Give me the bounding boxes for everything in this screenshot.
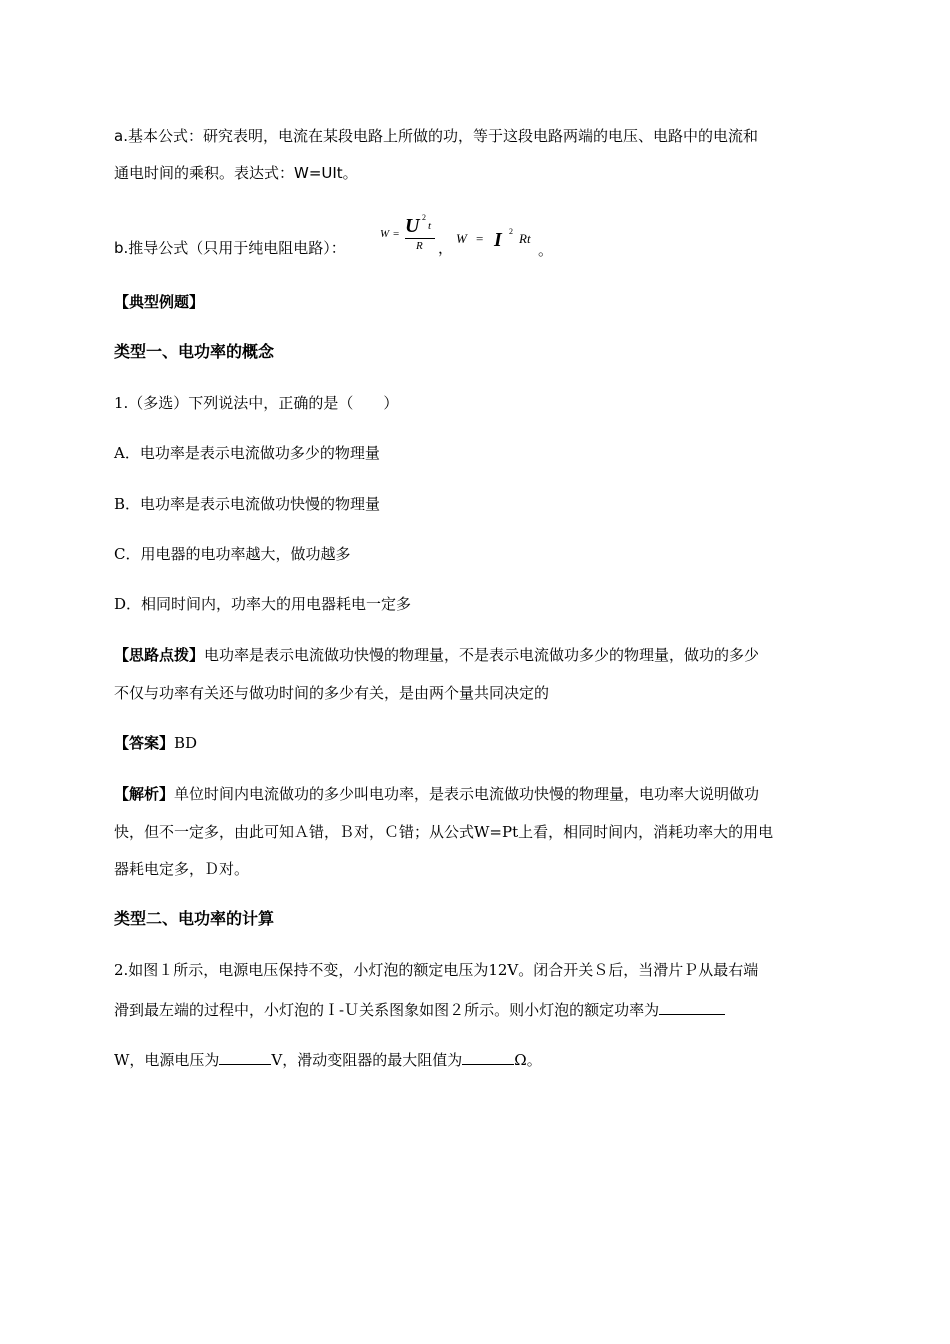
rated-power-blank[interactable] bbox=[659, 998, 725, 1015]
q2-line-1: 2.如图１所示，电源电压保持不变，小灯泡的额定电压为12V。闭合开关Ｓ后，当滑片Ｐ从最右端 bbox=[114, 961, 759, 979]
fraction-bar bbox=[405, 238, 435, 239]
formula1-sup: 2 bbox=[422, 213, 426, 222]
formula1-eq: = bbox=[393, 228, 400, 240]
analysis-text-1: 单位时间内电流做功的多少叫电功率，是表示电流做功快慢的物理量，电功率大说明做功 bbox=[174, 785, 760, 803]
formula-period: 。 bbox=[538, 241, 554, 259]
q1-hint-line-1 bbox=[114, 645, 759, 665]
q2-line-3 bbox=[114, 1048, 542, 1070]
hint-text-1: 电功率是表示电流做功快慢的物理量，不是表示电流做功多少的物理量，做功的多少 bbox=[204, 646, 760, 664]
q2-line-3-part-2: V，滑动变阻器的最大阻值为 bbox=[271, 1051, 463, 1069]
derived-formula-label: b.推导公式（只用于纯电阻电路）： bbox=[114, 239, 346, 257]
q1-hint-line-2: 不仅与功率有关还与做功时间的多少有关，是由两个量共同决定的 bbox=[114, 684, 550, 702]
formula2-w: W bbox=[456, 231, 467, 246]
q2-line-3-part-3: Ω。 bbox=[514, 1051, 542, 1069]
q1-answer bbox=[114, 733, 197, 753]
basic-formula-line-1: a.基本公式：研究表明，电流在某段电路上所做的功，等于这段电路两端的电压、电路中的电流和 bbox=[114, 127, 758, 145]
formula2-i: I bbox=[494, 229, 502, 251]
formula2-eq: = bbox=[476, 231, 484, 246]
hint-label: 【思路点拨】 bbox=[114, 646, 205, 664]
examples-heading: 【典型例题】 bbox=[114, 293, 205, 311]
basic-formula-line-2: 通电时间的乘积。表达式：W=UIt。 bbox=[114, 164, 358, 182]
formula1-r: R bbox=[416, 240, 423, 252]
q1-option-c: C．用电器的电功率越大，做功越多 bbox=[114, 545, 351, 563]
source-voltage-blank[interactable] bbox=[219, 1048, 271, 1065]
formula1-w: W bbox=[380, 228, 390, 240]
answer-value: BD bbox=[174, 734, 198, 752]
formula1-t: t bbox=[428, 220, 432, 232]
q2-line-2 bbox=[114, 998, 725, 1020]
q1-option-d: D．相同时间内，功率大的用电器耗电一定多 bbox=[114, 595, 412, 613]
q1-analysis-line-3: 器耗电定多，Ｄ对。 bbox=[114, 860, 250, 878]
q1-stem: 1.（多选）下列说法中，正确的是（ ） bbox=[114, 394, 399, 412]
q2-line-3-part-1: W，电源电压为 bbox=[114, 1051, 220, 1069]
type2-heading: 类型二、电功率的计算 bbox=[114, 909, 275, 928]
q1-analysis-line-2: 快，但不一定多，由此可知Ａ错，Ｂ对，Ｃ错；从公式W=Pt上看，相同时间内，消耗功率大的用电 bbox=[114, 823, 774, 841]
max-resistance-blank[interactable] bbox=[462, 1048, 514, 1065]
q1-option-a: A．电功率是表示电流做功多少的物理量 bbox=[114, 444, 380, 462]
q1-option-b: B．电功率是表示电流做功快慢的物理量 bbox=[114, 495, 381, 513]
formula-comma: ， bbox=[438, 239, 454, 257]
answer-label: 【答案】 bbox=[114, 734, 175, 752]
type1-heading: 类型一、电功率的概念 bbox=[114, 342, 275, 361]
formula2-sup: 2 bbox=[509, 227, 513, 236]
analysis-label: 【解析】 bbox=[114, 785, 175, 803]
formula1-u: U bbox=[405, 215, 420, 237]
formula2-rt: Rt bbox=[519, 231, 531, 246]
q1-analysis-line-1 bbox=[114, 784, 759, 804]
q2-line-2-text: 滑到最左端的过程中，小灯泡的Ｉ-Ｕ关系图象如图２所示。则小灯泡的额定功率为 bbox=[114, 1001, 660, 1019]
